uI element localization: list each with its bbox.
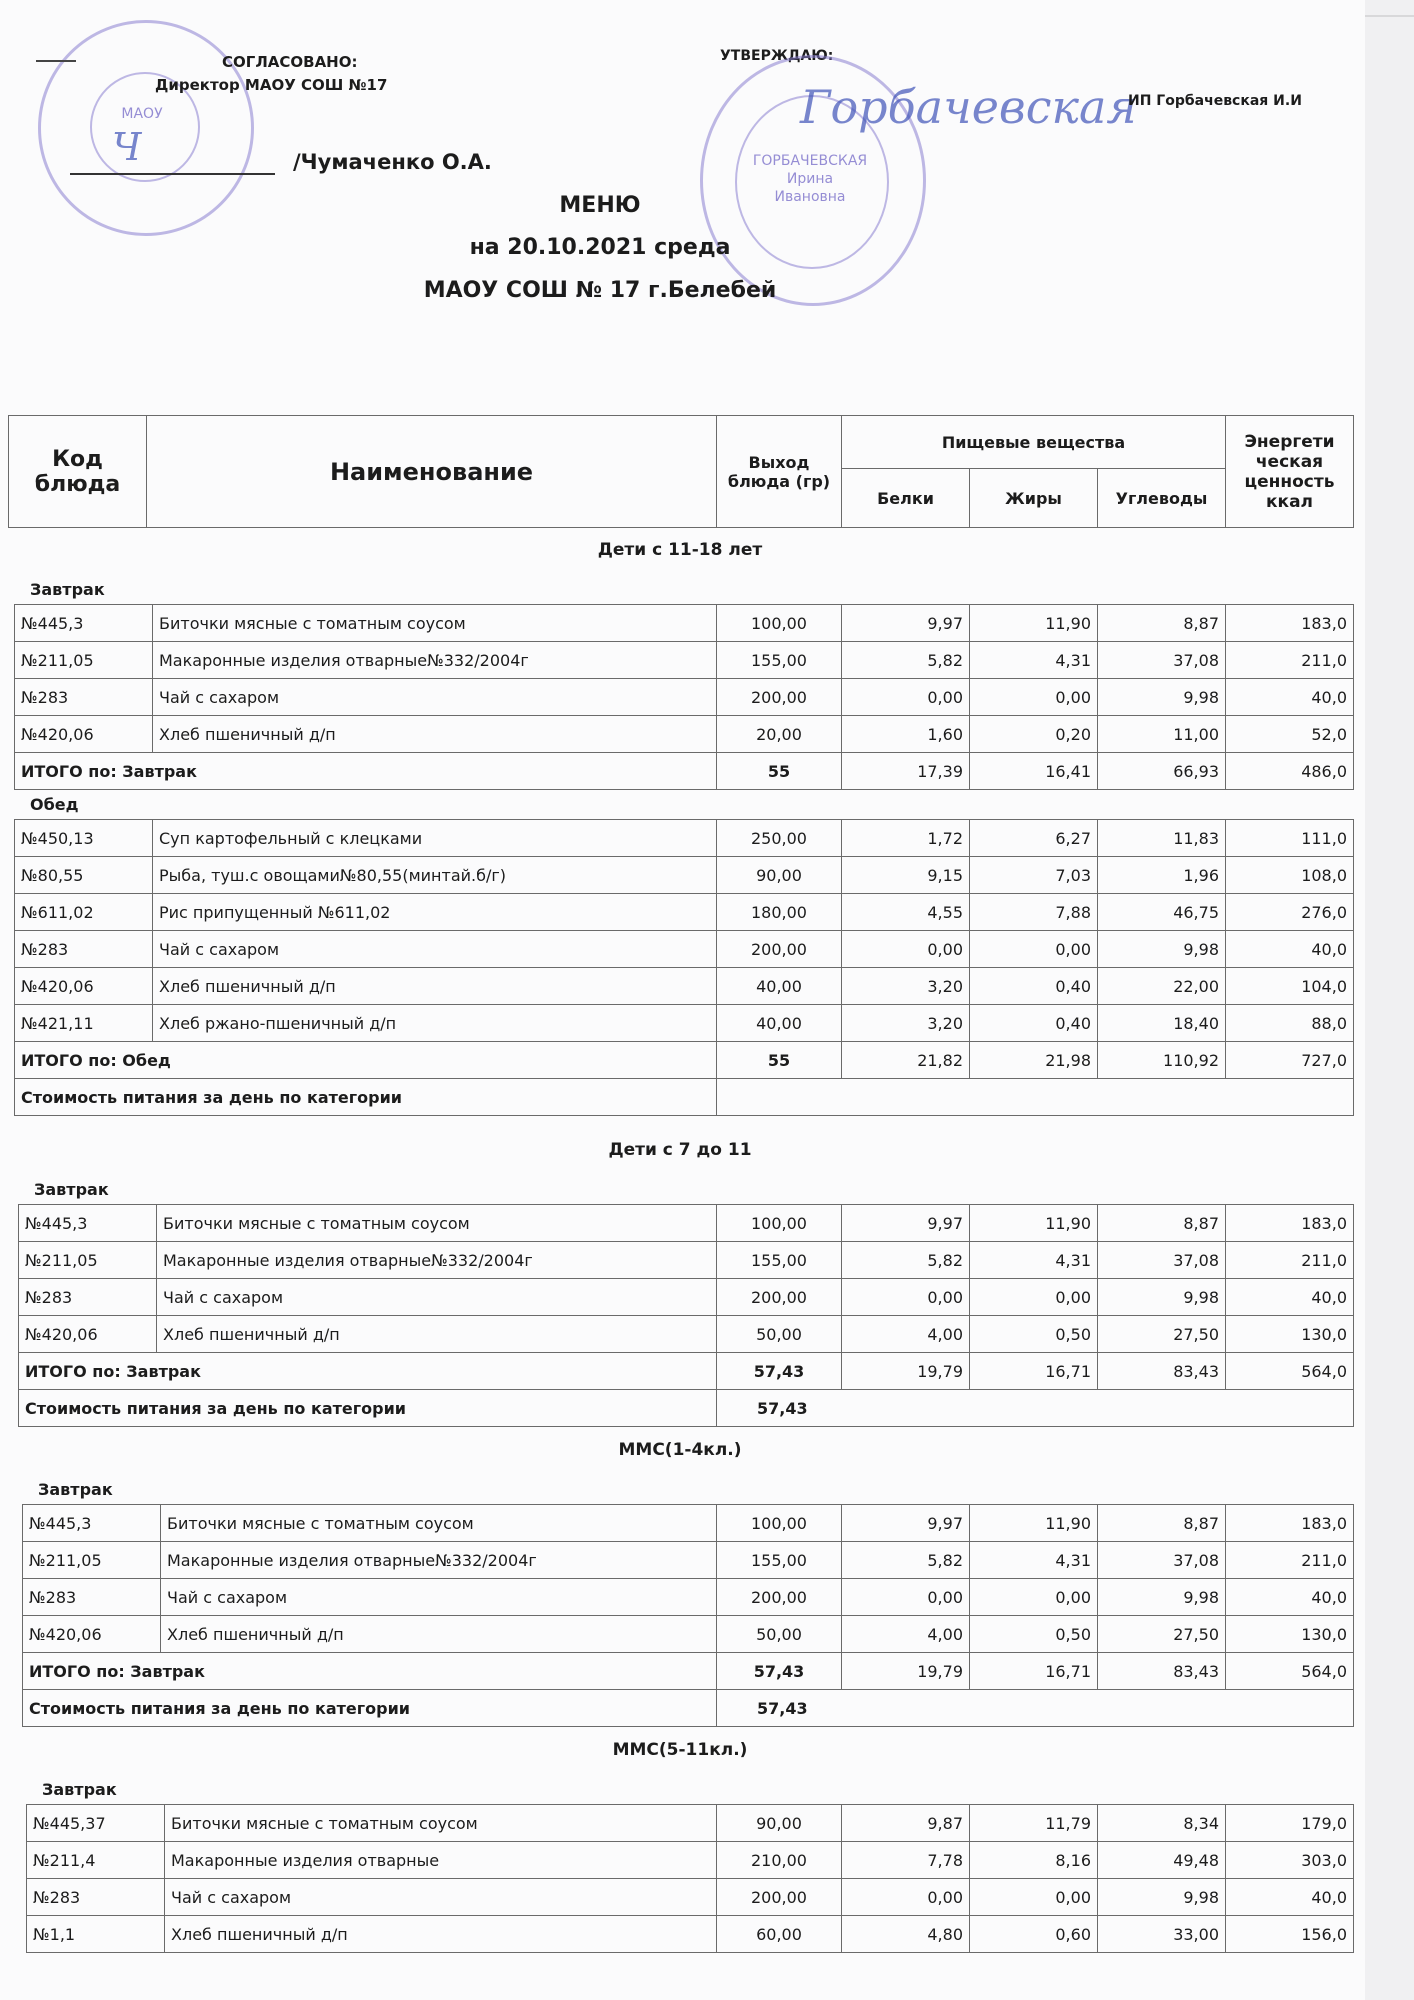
total-kcal: 486,0 [1226,753,1354,790]
dish-protein: 0,00 [842,679,970,716]
dish-kcal: 52,0 [1226,716,1354,753]
total-yield: 55 [717,1042,842,1079]
agreed-label: СОГЛАСОВАНО: [222,53,358,71]
dish-protein: 9,97 [842,1505,970,1542]
dish-kcal: 130,0 [1226,1616,1354,1653]
total-row [15,1042,1354,1079]
dish-protein: 5,82 [842,1542,970,1579]
table-row [15,968,1354,1005]
dish-name: Рыба, туш.с овощами№80,55(минтай.б/г) [153,857,717,894]
dish-code: №80,55 [15,857,153,894]
dish-carbs: 18,40 [1098,1005,1226,1042]
meal-title: Завтрак [34,1180,109,1199]
dish-kcal: 183,0 [1226,605,1354,642]
category-title: Дети с 11-18 лет [597,540,763,560]
dish-carbs: 37,08 [1098,642,1226,679]
dish-kcal: 211,0 [1226,1242,1354,1279]
agreed-signature-name: /Чумаченко О.А. [293,150,492,174]
dish-code: №283 [15,679,153,716]
dish-name: Чай с сахаром [153,931,717,968]
total-label: ИТОГО по: Завтрак [23,1653,717,1690]
dish-protein: 1,60 [842,716,970,753]
total-carbs: 66,93 [1098,753,1226,790]
dish-code: №283 [23,1579,161,1616]
col-yield: Выход блюда (гр) [717,416,842,528]
dish-code: №450,13 [15,820,153,857]
cost-value: 57,43 [717,1690,1354,1727]
dish-code: №445,37 [27,1805,165,1842]
dish-fat: 11,90 [970,1505,1098,1542]
dish-carbs: 22,00 [1098,968,1226,1005]
cost-row [23,1690,1354,1727]
category-title: ММС(1-4кл.) [618,1440,742,1460]
dish-fat: 7,03 [970,857,1098,894]
dish-carbs: 8,34 [1098,1805,1226,1842]
table-row [15,894,1354,931]
total-kcal: 727,0 [1226,1042,1354,1079]
dish-yield: 60,00 [717,1916,842,1953]
dish-yield: 200,00 [717,931,842,968]
cost-value [717,1079,1354,1116]
dish-fat: 0,50 [970,1316,1098,1353]
dish-fat: 0,40 [970,1005,1098,1042]
dish-code: №283 [27,1879,165,1916]
dish-name: Хлеб пшеничный д/п [153,968,717,1005]
dish-fat: 7,88 [970,894,1098,931]
dish-code: №211,05 [23,1542,161,1579]
dish-carbs: 9,98 [1098,679,1226,716]
col-protein: Белки [842,469,970,528]
dish-yield: 180,00 [717,894,842,931]
meal-title: Обед [30,795,79,814]
table-row [27,1879,1354,1916]
dish-protein: 5,82 [842,642,970,679]
dish-code: №420,06 [23,1616,161,1653]
dish-carbs: 49,48 [1098,1842,1226,1879]
dish-code: №283 [19,1279,157,1316]
dish-kcal: 303,0 [1226,1842,1354,1879]
table-row [15,1005,1354,1042]
cost-label: Стоимость питания за день по категории [19,1390,717,1427]
dish-kcal: 40,0 [1226,1279,1354,1316]
dish-yield: 100,00 [717,605,842,642]
dish-yield: 200,00 [717,1279,842,1316]
dish-fat: 4,31 [970,1542,1098,1579]
dish-fat: 0,60 [970,1916,1098,1953]
table-row [19,1316,1354,1353]
dish-name: Хлеб ржано-пшеничный д/п [153,1005,717,1042]
dish-carbs: 9,98 [1098,931,1226,968]
dish-fat: 0,40 [970,968,1098,1005]
col-nutrients: Пищевые вещества [842,416,1226,469]
dish-fat: 0,50 [970,1616,1098,1653]
dish-carbs: 46,75 [1098,894,1226,931]
dish-code: №211,05 [15,642,153,679]
cost-label: Стоимость питания за день по категории [23,1690,717,1727]
table-row [19,1279,1354,1316]
dish-name: Макаронные изделия отварные№332/2004г [153,642,717,679]
dish-kcal: 108,0 [1226,857,1354,894]
dish-protein: 0,00 [842,1279,970,1316]
dish-name: Биточки мясные с томатным соусом [161,1505,717,1542]
dish-protein: 4,80 [842,1916,970,1953]
cost-row [15,1079,1354,1116]
dish-name: Макаронные изделия отварные№332/2004г [161,1542,717,1579]
dish-kcal: 156,0 [1226,1916,1354,1953]
total-protein: 17,39 [842,753,970,790]
agreed-by: Директор МАОУ СОШ №17 [155,76,388,94]
dish-name: Макаронные изделия отварные [165,1842,717,1879]
dish-carbs: 9,98 [1098,1879,1226,1916]
cost-row [19,1390,1354,1427]
meal-table [14,604,1354,790]
col-code: Код блюда [9,416,147,528]
total-fat: 21,98 [970,1042,1098,1079]
stamp-surname: ГОРБАЧЕВСКАЯ [752,153,868,169]
dish-protein: 0,00 [842,1579,970,1616]
dish-kcal: 111,0 [1226,820,1354,857]
dish-yield: 210,00 [717,1842,842,1879]
dish-kcal: 211,0 [1226,642,1354,679]
stamp-dash [36,60,76,62]
dish-carbs: 37,08 [1098,1242,1226,1279]
dish-yield: 155,00 [717,1542,842,1579]
approve-label: УТВЕРЖДАЮ: [720,48,834,64]
dish-yield: 40,00 [717,968,842,1005]
dish-kcal: 211,0 [1226,1542,1354,1579]
dish-code: №445,3 [15,605,153,642]
cost-value: 57,43 [717,1390,1354,1427]
meal-title: Завтрак [30,580,105,599]
dish-protein: 3,20 [842,968,970,1005]
dish-carbs: 37,08 [1098,1542,1226,1579]
meal-title: Завтрак [42,1780,117,1799]
col-fat: Жиры [970,469,1098,528]
column-header-table [8,415,1354,528]
scan-edge-line [1365,15,1414,17]
table-row [19,1205,1354,1242]
dish-name: Макаронные изделия отварные№332/2004г [157,1242,717,1279]
dish-carbs: 8,87 [1098,605,1226,642]
total-label: ИТОГО по: Завтрак [15,753,717,790]
total-carbs: 110,92 [1098,1042,1226,1079]
dish-kcal: 183,0 [1226,1505,1354,1542]
dish-name: Хлеб пшеничный д/п [161,1616,717,1653]
dish-name: Биточки мясные с томатным соусом [165,1805,717,1842]
table-row [15,716,1354,753]
dish-yield: 250,00 [717,820,842,857]
total-kcal: 564,0 [1226,1653,1354,1690]
total-label: ИТОГО по: Завтрак [19,1353,717,1390]
table-row [27,1805,1354,1842]
dish-yield: 155,00 [717,1242,842,1279]
dish-kcal: 130,0 [1226,1316,1354,1353]
dish-protein: 9,97 [842,605,970,642]
dish-kcal: 88,0 [1226,1005,1354,1042]
table-row [23,1579,1354,1616]
dish-carbs: 8,87 [1098,1505,1226,1542]
dish-kcal: 40,0 [1226,1579,1354,1616]
total-carbs: 83,43 [1098,1353,1226,1390]
table-row [15,679,1354,716]
dish-name: Чай с сахаром [165,1879,717,1916]
dish-fat: 0,00 [970,1879,1098,1916]
dish-fat: 11,79 [970,1805,1098,1842]
dish-fat: 0,00 [970,1579,1098,1616]
total-yield: 55 [717,753,842,790]
dish-fat: 0,20 [970,716,1098,753]
cost-label: Стоимость питания за день по категории [15,1079,717,1116]
dish-code: №445,3 [19,1205,157,1242]
dish-fat: 6,27 [970,820,1098,857]
dish-name: Суп картофельный с клецками [153,820,717,857]
dish-kcal: 276,0 [1226,894,1354,931]
dish-protein: 4,00 [842,1316,970,1353]
total-fat: 16,71 [970,1353,1098,1390]
total-carbs: 83,43 [1098,1653,1226,1690]
ip-signature-icon: Горбачевская [800,80,1137,134]
col-name: Наименование [147,416,717,528]
table-row [15,605,1354,642]
dish-yield: 50,00 [717,1316,842,1353]
dish-yield: 20,00 [717,716,842,753]
table-row [15,820,1354,857]
dish-name: Чай с сахаром [161,1579,717,1616]
dish-carbs: 27,50 [1098,1316,1226,1353]
table-row [23,1505,1354,1542]
dish-protein: 0,00 [842,931,970,968]
table-row [15,931,1354,968]
dish-fat: 0,00 [970,679,1098,716]
col-carbs: Углеводы [1098,469,1226,528]
dish-yield: 100,00 [717,1205,842,1242]
col-energy: Энергети ческая ценность ккал [1226,416,1354,528]
dish-kcal: 183,0 [1226,1205,1354,1242]
total-label: ИТОГО по: Обед [15,1042,717,1079]
dish-code: №211,4 [27,1842,165,1879]
dish-carbs: 11,00 [1098,716,1226,753]
category-title: ММС(5-11кл.) [612,1740,748,1760]
total-yield: 57,43 [717,1653,842,1690]
dish-fat: 8,16 [970,1842,1098,1879]
dish-fat: 0,00 [970,931,1098,968]
total-row [23,1653,1354,1690]
total-protein: 19,79 [842,1353,970,1390]
dish-name: Хлеб пшеничный д/п [153,716,717,753]
dish-code: №283 [15,931,153,968]
total-yield: 57,43 [717,1353,842,1390]
dish-code: №611,02 [15,894,153,931]
dish-yield: 100,00 [717,1505,842,1542]
dish-protein: 9,87 [842,1805,970,1842]
total-fat: 16,71 [970,1653,1098,1690]
dish-fat: 4,31 [970,642,1098,679]
dish-kcal: 104,0 [1226,968,1354,1005]
dish-carbs: 9,98 [1098,1579,1226,1616]
dish-name: Чай с сахаром [153,679,717,716]
dish-fat: 11,90 [970,1205,1098,1242]
category-title: Дети с 7 до 11 [608,1140,752,1160]
meal-table [26,1804,1354,1953]
menu-date: на 20.10.2021 среда [469,235,731,260]
dish-protein: 0,00 [842,1879,970,1916]
meal-title: Завтрак [38,1480,113,1499]
dish-code: №421,11 [15,1005,153,1042]
table-row [23,1542,1354,1579]
dish-protein: 9,97 [842,1205,970,1242]
dish-name: Биточки мясные с томатным соусом [157,1205,717,1242]
dish-name: Чай с сахаром [157,1279,717,1316]
dish-code: №420,06 [15,968,153,1005]
total-kcal: 564,0 [1226,1353,1354,1390]
dish-protein: 5,82 [842,1242,970,1279]
dish-name: Биточки мясные с томатным соусом [153,605,717,642]
total-protein: 19,79 [842,1653,970,1690]
dish-code: №1,1 [27,1916,165,1953]
dish-carbs: 11,83 [1098,820,1226,857]
dish-code: №211,05 [19,1242,157,1279]
dish-name: Рис припущенный №611,02 [153,894,717,931]
dish-code: №420,06 [19,1316,157,1353]
school-stamp-text: МАОУ [121,106,163,122]
dish-yield: 200,00 [717,679,842,716]
dish-yield: 90,00 [717,1805,842,1842]
dish-name: Хлеб пшеничный д/п [165,1916,717,1953]
menu-title: МЕНЮ [559,193,641,218]
table-row [27,1916,1354,1953]
dish-protein: 4,00 [842,1616,970,1653]
dish-protein: 4,55 [842,894,970,931]
dish-yield: 155,00 [717,642,842,679]
dish-protein: 3,20 [842,1005,970,1042]
menu-school: МАОУ СОШ № 17 г.Белебей [423,278,777,303]
meal-table [22,1504,1354,1727]
dish-protein: 1,72 [842,820,970,857]
table-row [15,642,1354,679]
dish-kcal: 179,0 [1226,1805,1354,1842]
dish-yield: 200,00 [717,1579,842,1616]
total-row [19,1353,1354,1390]
table-row [27,1842,1354,1879]
dish-carbs: 8,87 [1098,1205,1226,1242]
dish-fat: 11,90 [970,605,1098,642]
scan-edge-strip [1365,0,1414,2000]
total-row [15,753,1354,790]
dish-carbs: 33,00 [1098,1916,1226,1953]
dish-kcal: 40,0 [1226,931,1354,968]
dish-carbs: 27,50 [1098,1616,1226,1653]
dish-yield: 90,00 [717,857,842,894]
dish-yield: 50,00 [717,1616,842,1653]
approved-by: ИП Горбачевская И.И [1128,93,1302,109]
table-row [23,1616,1354,1653]
dish-carbs: 9,98 [1098,1279,1226,1316]
total-fat: 16,41 [970,753,1098,790]
director-signature-icon: Ч [112,125,142,169]
dish-kcal: 40,0 [1226,1879,1354,1916]
stamp-firstname: Ирина [786,171,834,188]
signature-line [70,173,275,175]
total-protein: 21,82 [842,1042,970,1079]
meal-table [14,819,1354,1116]
dish-fat: 4,31 [970,1242,1098,1279]
dish-yield: 40,00 [717,1005,842,1042]
dish-code: №420,06 [15,716,153,753]
dish-name: Хлеб пшеничный д/п [157,1316,717,1353]
meal-table [18,1204,1354,1427]
dish-protein: 7,78 [842,1842,970,1879]
dish-carbs: 1,96 [1098,857,1226,894]
dish-yield: 200,00 [717,1879,842,1916]
table-row [15,857,1354,894]
dish-fat: 0,00 [970,1279,1098,1316]
stamp-middlename: Ивановна [774,189,846,206]
dish-code: №445,3 [23,1505,161,1542]
dish-kcal: 40,0 [1226,679,1354,716]
dish-protein: 9,15 [842,857,970,894]
table-row [19,1242,1354,1279]
